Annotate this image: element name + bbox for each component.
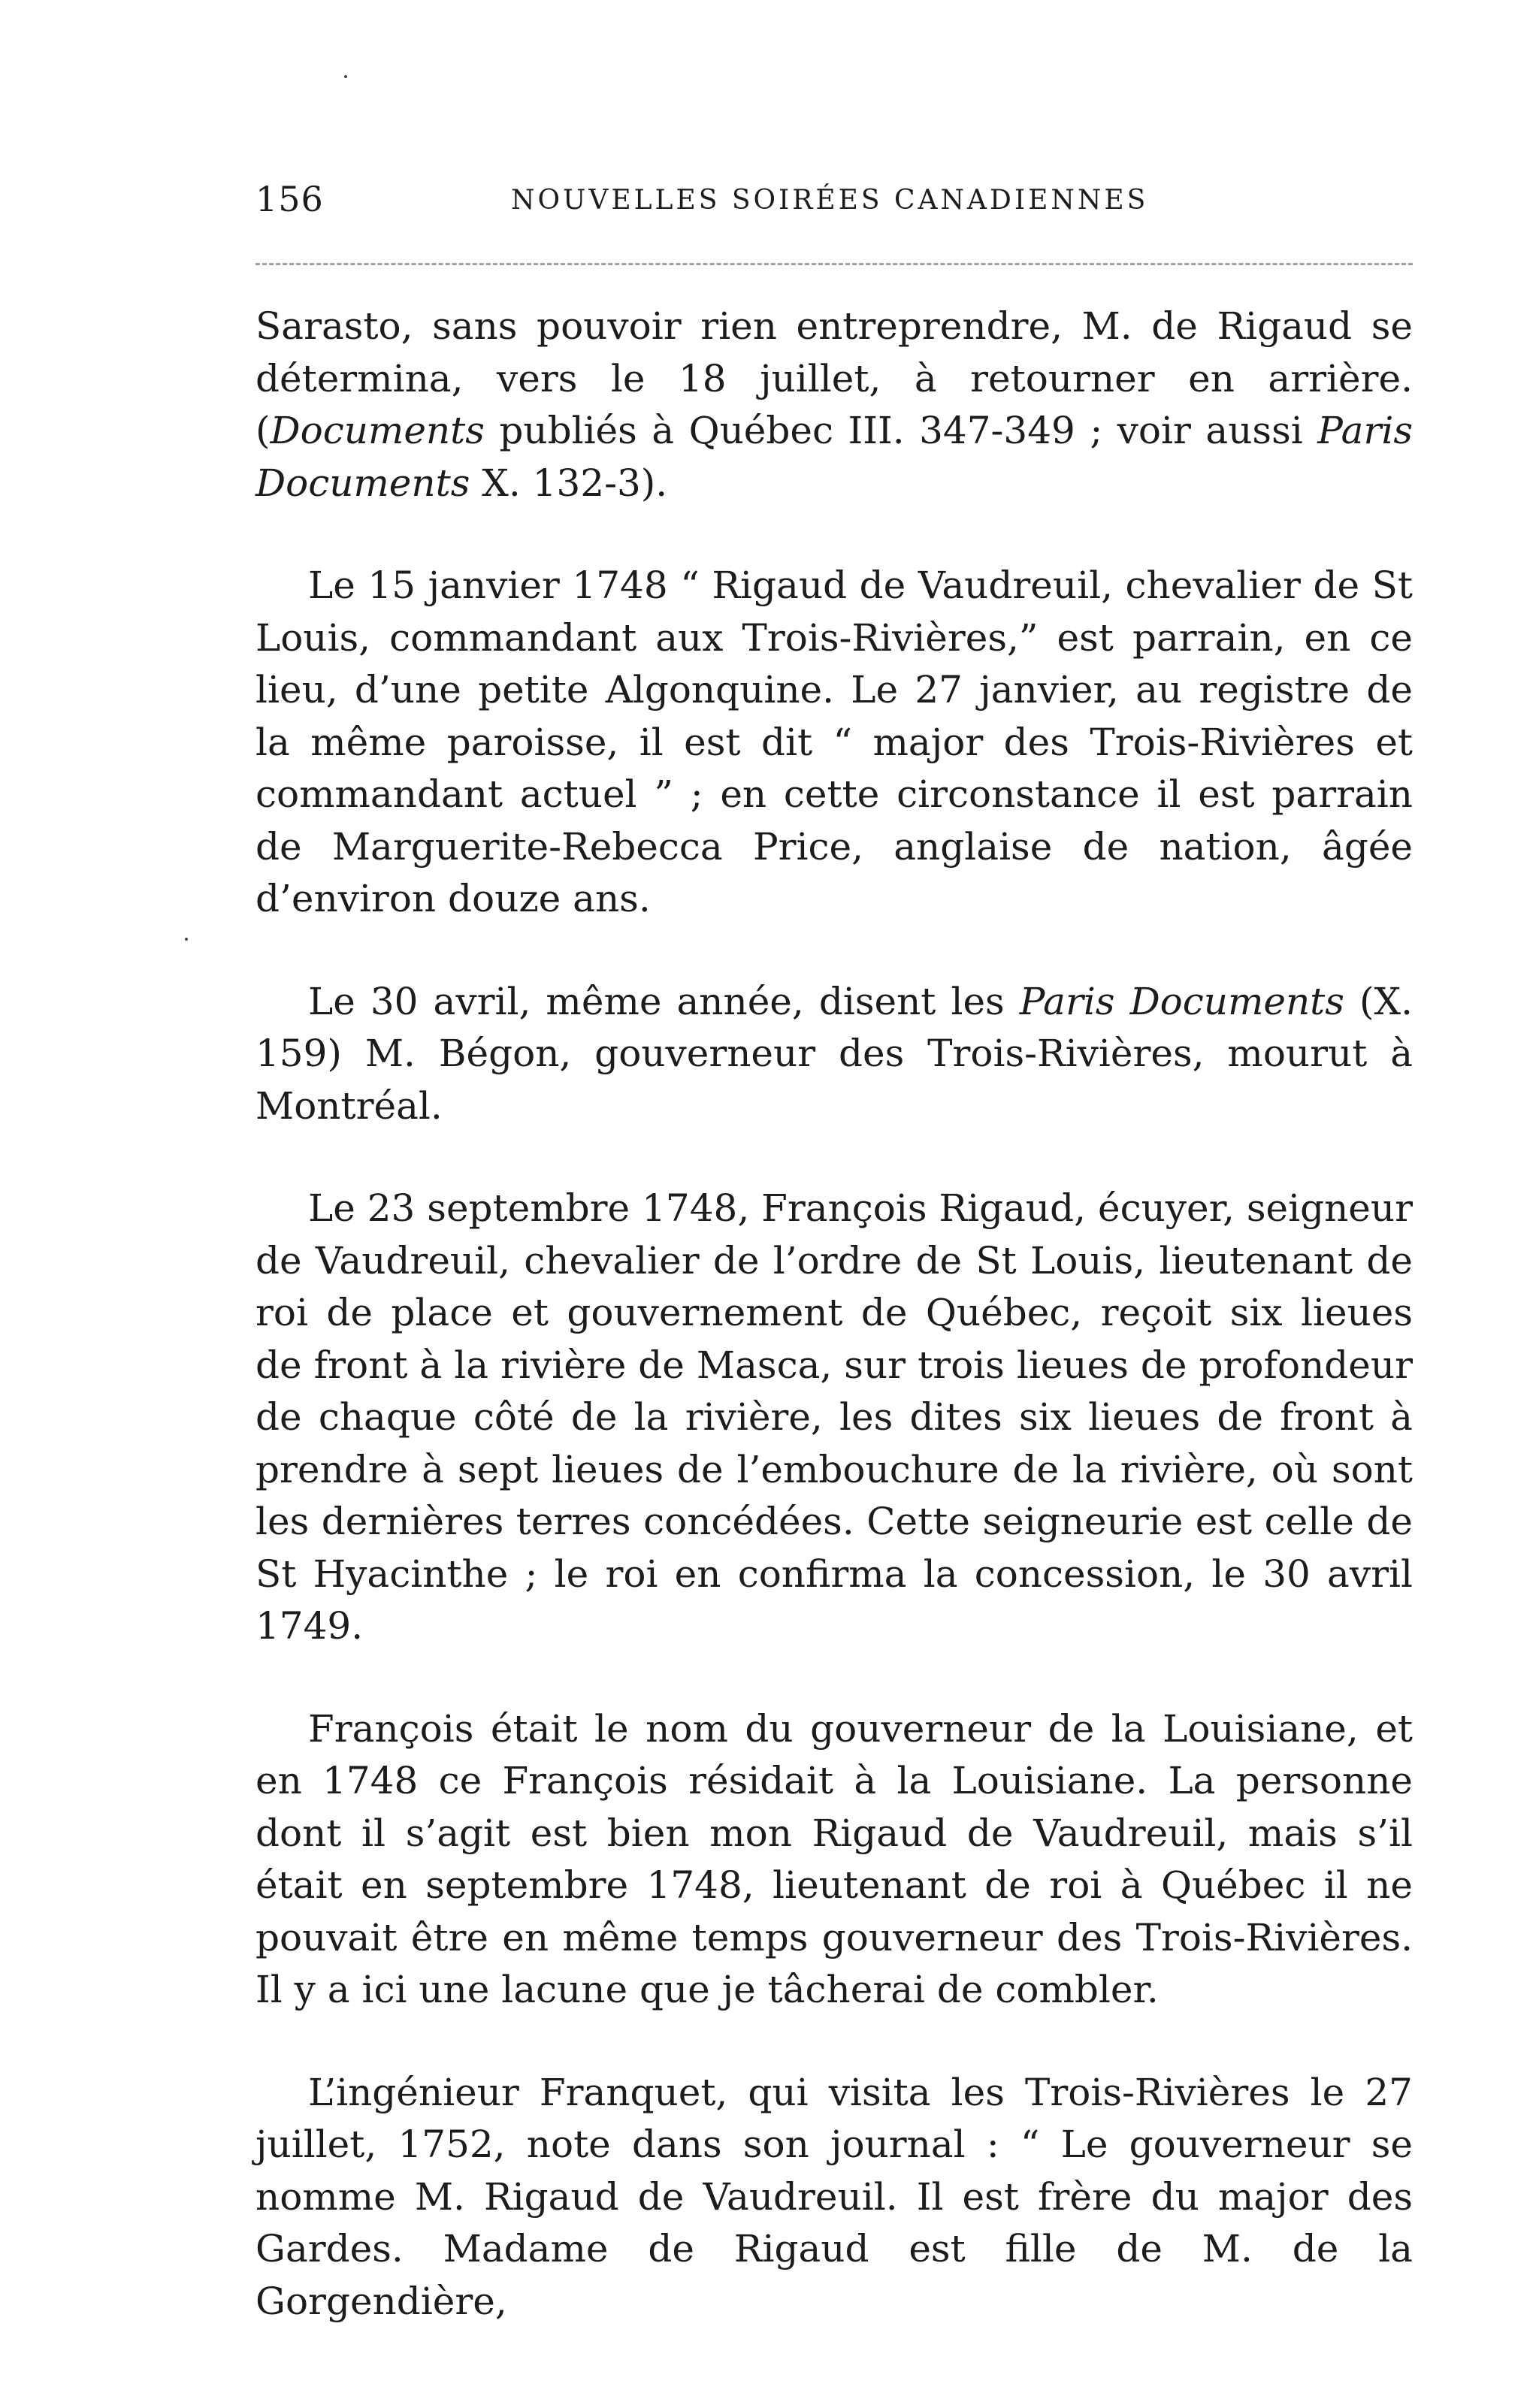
paragraph: Le 23 septembre 1748, François Rigaud, écuyer, seigneur de Vaudreuil, chevalier de l’ordre de St Louis, lieutenant de roi de place et gouvernement de Québec, reçoit six lieues de front à la rivière de Masca, sur trois lieues de profondeur de chaque côté de la rivière, les dites six lieues de front à prendre à sept lieues de l’embouchure de la rivière, où sont les dernières terres concédées. Cette seigneurie est celle de St Hyacinthe ; le roi en confirma la concession, le 30 avril 1749. xyxy=(255,1186,1413,1648)
paragraph-continuation xyxy=(255,301,1413,509)
paragraph xyxy=(255,976,1413,1133)
header-rule xyxy=(255,263,1413,265)
text-run: publiés à Québec III. 347-349 ; voir aussi xyxy=(484,409,1318,452)
italic-title: Paris Documents xyxy=(1019,979,1344,1023)
print-speck xyxy=(344,75,347,78)
print-speck xyxy=(185,938,188,941)
running-head xyxy=(255,179,1413,231)
text-run: Sarasto, sans pouvoir rien entreprendre, M. de Rigaud se détermina, vers le 18 juillet, à retourner en arrière. ( xyxy=(255,304,1413,452)
page-number: 156 xyxy=(255,179,324,219)
text-run: (X. 159) M. Bégon, gouverneur des Trois-Rivières, mourut à Montréal. xyxy=(255,979,1413,1128)
text-run: X. 132-3). xyxy=(470,461,668,505)
paragraph: L’ingénieur Franquet, qui visita les Trois-Rivières le 27 juillet, 1752, note dans son journal : “ Le gouverneur se nomme M. Rigaud de Vaudreuil. Il est frère du major des Gardes. Madame de Rigaud est fille de M. de la Gorgendière, xyxy=(255,2070,1413,2323)
italic-title: Paris Documents xyxy=(255,409,1413,505)
paragraph: François était le nom du gouverneur de la Louisiane, et en 1748 ce François résidait à la Louisiane. La personne dont il s’agit est bien mon Rigaud de Vaudreuil, mais s’il était en septembre 1748, lieutenant de roi à Québec il ne pouvait être en même temps gouverneur des Trois-Rivières. Il y a ici une lacune que je tâcherai de combler. xyxy=(255,1706,1413,2011)
italic-title: Documents xyxy=(270,409,485,452)
running-title: NOUVELLES SOIRÉES CANADIENNES xyxy=(511,185,1149,216)
paragraph: Le 15 janvier 1748 “ Rigaud de Vaudreuil, chevalier de St Louis, commandant aux Trois-Rivières,” est parrain, en ce lieu, d’une petite Algonquine. Le 27 janvier, au registre de la même paroisse, il est dit “ major des Trois-Rivières et commandant actuel ” ; en cette circonstance il est parrain de Marguerite-Rebecca Price, anglaise de nation, âgée d’environ douze ans. xyxy=(255,563,1413,920)
text-run: Le 30 avril, même année, disent les xyxy=(308,979,1020,1023)
body-text xyxy=(255,301,1413,2378)
